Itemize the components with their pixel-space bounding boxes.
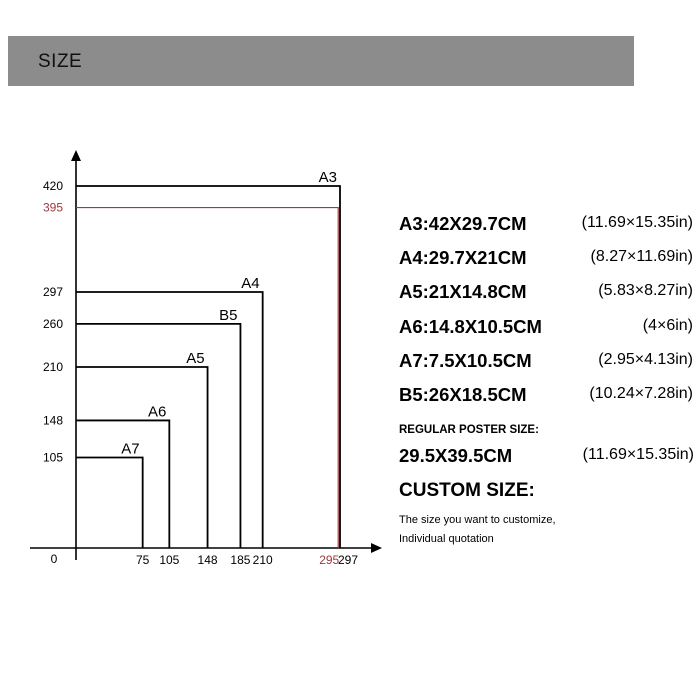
header-title: SIZE [38,51,83,72]
y-tick-label: 148 [42,413,63,428]
size-list [399,213,699,418]
size-label-a5: A5 [186,350,205,367]
regular-poster-label: REGULAR POSTER SIZE: [399,424,539,436]
size-row-b5 [399,384,699,418]
size-diagram [0,0,400,600]
custom-size-note: The size you want to customize, [399,514,556,526]
y-tick-label: 210 [42,360,63,374]
size-outline-a7 [76,458,143,549]
size-inches: (2.95×4.13in) [598,350,693,368]
x-tick-label: 75 [135,553,150,567]
size-inches: (11.69×15.35in) [581,214,693,231]
size-outline-b5 [76,324,240,548]
size-inches: (8.27×11.69in) [590,248,693,266]
y-tick-label: 420 [42,179,63,193]
y-tick-label: 297 [42,285,63,300]
x-tick-label: 105 [159,553,180,567]
size-row-a5 [399,281,699,315]
y-tick-label: 395 [42,200,63,215]
x-tick-label: 297 [338,553,359,567]
size-label-a6: A6 [147,403,167,421]
x-tick-label: 185 [230,553,251,567]
size-row-a7 [399,350,699,384]
y-tick-label: 260 [42,316,63,331]
size-row-a3 [399,213,699,247]
size-inches: (10.24×7.28in) [589,384,693,402]
origin-label: 0 [50,552,58,566]
y-axis-arrow-icon [71,150,81,161]
x-tick-label: 148 [197,553,218,567]
axes [30,150,382,560]
size-row-a4 [399,247,699,281]
x-tick-label: 295 [319,553,340,567]
size-name: B5:26X18.5CM [399,383,527,405]
size-label-a7: A7 [121,440,140,458]
custom-size-quote: Individual quotation [399,533,494,545]
size-inches: (4×6in) [642,316,693,334]
size-label-a4: A4 [241,275,260,293]
size-inches: (5.83×8.27in) [598,282,693,300]
size-label-b5: B5 [219,306,238,324]
regular-poster-size: 29.5X39.5CM [399,445,513,466]
x-axis-arrow-icon [371,543,382,553]
size-name: A6:14.8X10.5CM [399,315,542,337]
size-label-a3: A3 [318,169,337,186]
y-tick-label: 105 [42,450,63,465]
size-name: A3:42X29.7CM [399,213,527,234]
size-name: A7:7.5X10.5CM [399,349,532,371]
custom-size-title: CUSTOM SIZE: [399,480,535,501]
size-name: A4:29.7X21CM [399,247,527,269]
size-name: A5:21X14.8CM [399,281,527,303]
regular-poster-inches: (11.69×15.35in) [582,446,694,463]
x-tick-label: 210 [252,553,273,567]
size-row-a6 [399,316,699,350]
